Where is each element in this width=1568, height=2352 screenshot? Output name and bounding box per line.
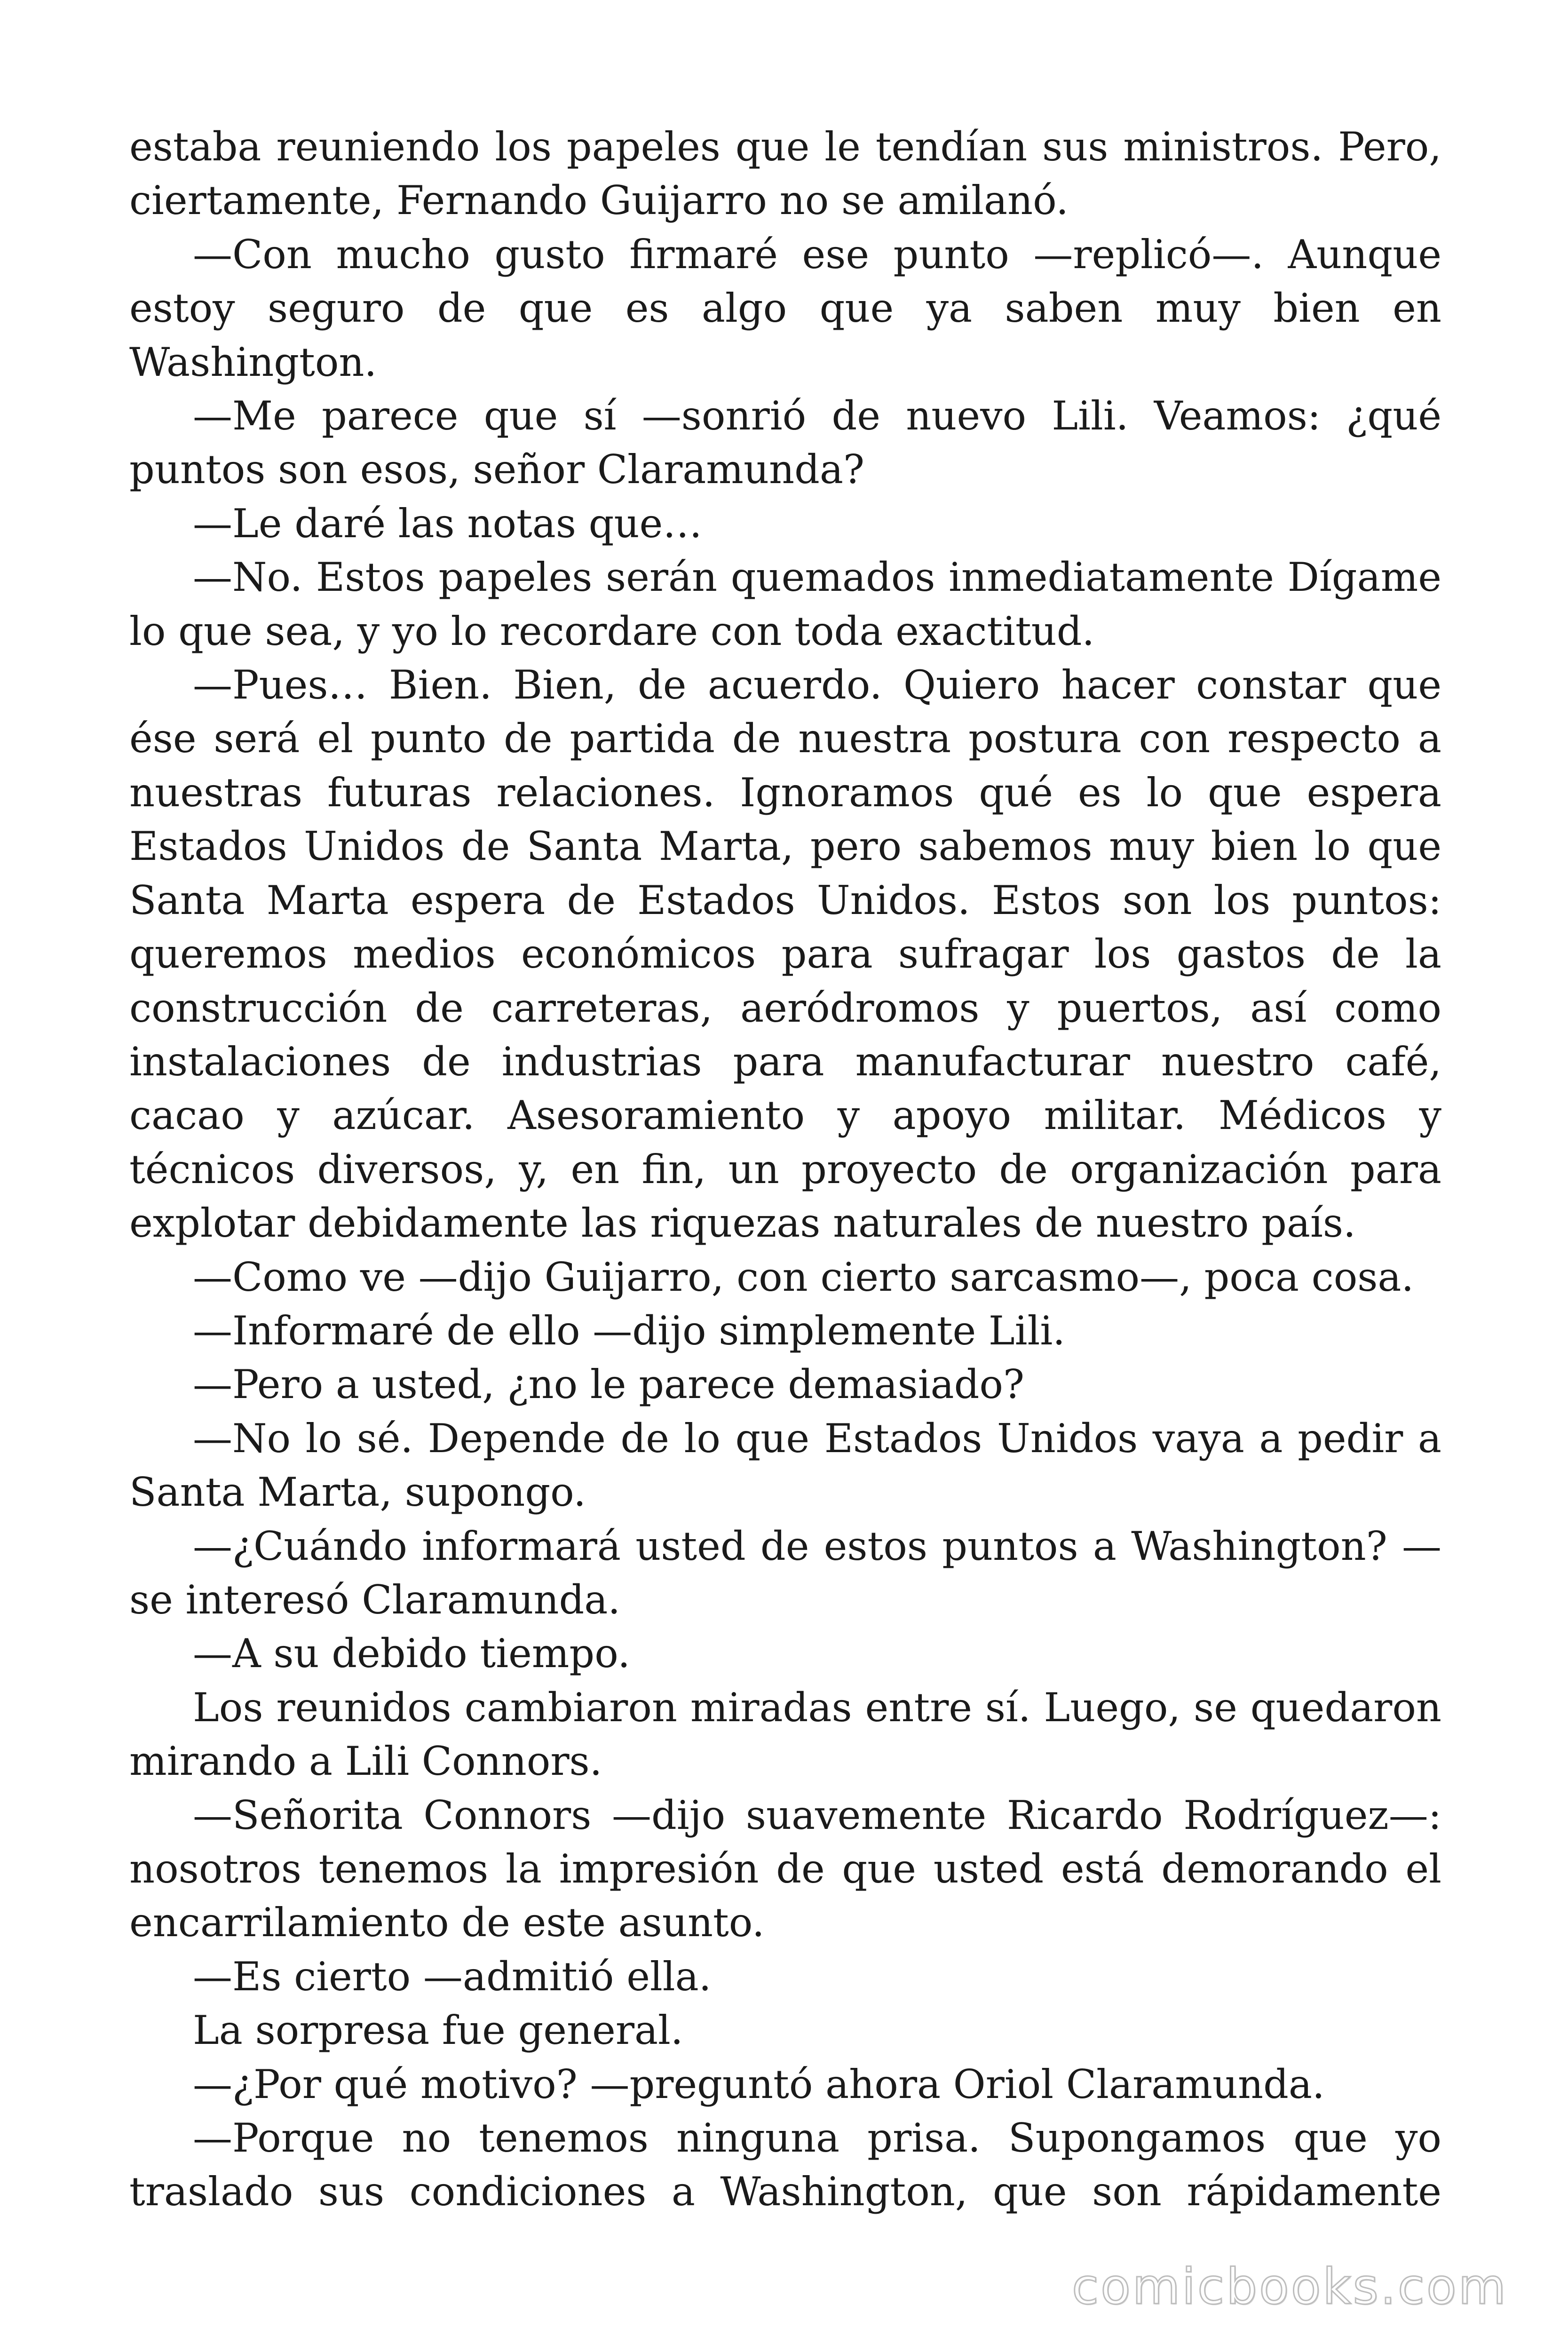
paragraph-17: —¿Por qué motivo? —preguntó ahora Oriol Claramunda. xyxy=(193,2061,1325,2107)
paragraph-9: —Pero a usted, ¿no le parece demasiado? xyxy=(193,1361,1025,1408)
paragraph-4: —Le daré las notas que… xyxy=(193,500,703,547)
paragraph-13: Los reunidos cambiaron miradas entre sí. Luego, se quedaron mirando a Lili Connors. xyxy=(129,1684,1441,1785)
watermark-logo: comicbooks.com xyxy=(1071,2258,1508,2315)
paragraph-7: —Como ve —dijo Guijarro, con cierto sarcasmo—, poca cosa. xyxy=(193,1254,1414,1300)
paragraph-8: —Informaré de ello —dijo simplemente Lili. xyxy=(193,1307,1065,1354)
page-body xyxy=(129,120,1441,2219)
paragraph-12: —A su debido tiempo. xyxy=(193,1630,630,1677)
paragraph-6: —Pues… Bien. Bien, de acuerdo. Quiero hacer constar que ése será el punto de partida de nuestra postura con respecto a nuestras futuras relaciones. Ignoramos qué es lo que espera Estados Unidos de Santa Marta, pero sabemos muy bien lo que Santa Marta espera de Estados Unidos. Estos son los puntos: queremos medios económicos para sufragar los gastos de la construcción de carreteras, aeródromos y puertos, así como instalaciones de industrias para manufacturar nuestro café, cacao y azúcar. Asesoramiento y apoyo militar. Médicos y técnicos diversos, y, en fin, un proyecto de organización para explotar debidamente las riquezas naturales de nuestro país. xyxy=(129,662,1441,1247)
paragraph-3: —Me parece que sí —sonrió de nuevo Lili. Veamos: ¿qué puntos son esos, señor Claramunda? xyxy=(129,393,1441,493)
paragraph-10: —No lo sé. Depende de lo que Estados Unidos vaya a pedir a Santa Marta, supongo. xyxy=(129,1415,1441,1516)
paragraph-11: —¿Cuándo informará usted de estos puntos a Washington? —se interesó Claramunda. xyxy=(129,1523,1441,1623)
paragraph-16: La sorpresa fue general. xyxy=(193,2007,683,2054)
paragraph-1: estaba reuniendo los papeles que le tendían sus ministros. Pero, ciertamente, Fernando Guijarro no se amilanó. xyxy=(129,124,1441,224)
paragraph-15: —Es cierto —admitió ella. xyxy=(193,1953,712,2000)
paragraph-5: —No. Estos papeles serán quemados inmediatamente Dígame lo que sea, y yo lo recordare con toda exactitud. xyxy=(129,554,1441,654)
paragraph-2: —Con mucho gusto firmaré ese punto —replicó—. Aunque estoy seguro de que es algo que ya saben muy bien en Washington. xyxy=(129,231,1441,385)
paragraph-14: —Señorita Connors —dijo suavemente Ricardo Rodríguez—: nosotros tenemos la impresión de que usted está demorando el encarrilamiento de este asunto. xyxy=(129,1792,1441,1946)
paragraph-18: —Porque no tenemos ninguna prisa. Supongamos que yo traslado sus condiciones a Washington, que son rápidamente xyxy=(129,2115,1441,2215)
